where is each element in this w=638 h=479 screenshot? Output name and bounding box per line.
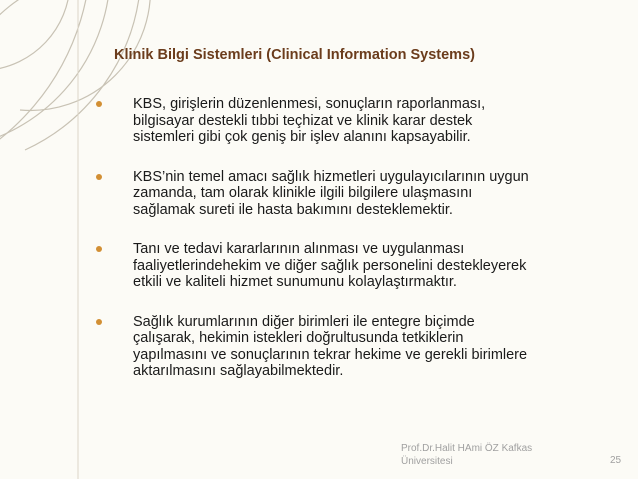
arc-1 xyxy=(0,0,91,190)
bullet-text: KBS, girişlerin düzenlenmesi, sonuçların raporlanması, bilgisayar destekli tıbbi teçhizat ve klinik karar destek sistemleri gibi çok geniş bir işlev alanını kapsayabilir. xyxy=(133,96,486,145)
arc-4 xyxy=(0,0,60,170)
bullet-marker xyxy=(96,246,102,252)
bullet-item xyxy=(96,241,626,291)
page-number: 25 xyxy=(610,455,622,466)
arc-2 xyxy=(0,0,110,150)
bullet-marker xyxy=(96,319,102,325)
footer-author: Prof.Dr.Halit HAmi ÖZ Kafkas Üniversitesi xyxy=(401,443,533,467)
bullet-text: KBS’nin temel amacı sağlık hizmetleri uygulayıcılarının uygun zamanda, tam olarak klinikle ilgili bilgilere ulaşmasını sağlamak sureti ile hasta bakımını desteklemektir. xyxy=(133,168,529,218)
bullet-marker xyxy=(96,101,102,107)
bullet-item xyxy=(96,96,626,146)
bullet-item xyxy=(96,169,626,219)
arc-6 xyxy=(0,0,70,70)
bullet-marker xyxy=(96,174,102,180)
bullet-list xyxy=(96,96,626,403)
bullet-item xyxy=(96,314,626,380)
slide-title: Klinik Bilgi Sistemleri (Clinical Information Systems) xyxy=(114,47,475,63)
bullet-text: Sağlık kurumlarının diğer birimleri ile entegre biçimde çalışarak, hekimin istekleri doğrultusunda tetkiklerin yapılmasını ve sonuçlarının tekrar hekime ve gerekli birimlere aktarılmasını sağlayabilmektedir. xyxy=(133,313,528,379)
bullet-text: Tanı ve tedavi kararlarının alınması ve uygulanması faaliyetlerindehekim ve diğer sağlık personelini destekleyerek etkili ve kaliteli hizmet sunumunu kolaylaştırmaktır. xyxy=(133,241,527,290)
